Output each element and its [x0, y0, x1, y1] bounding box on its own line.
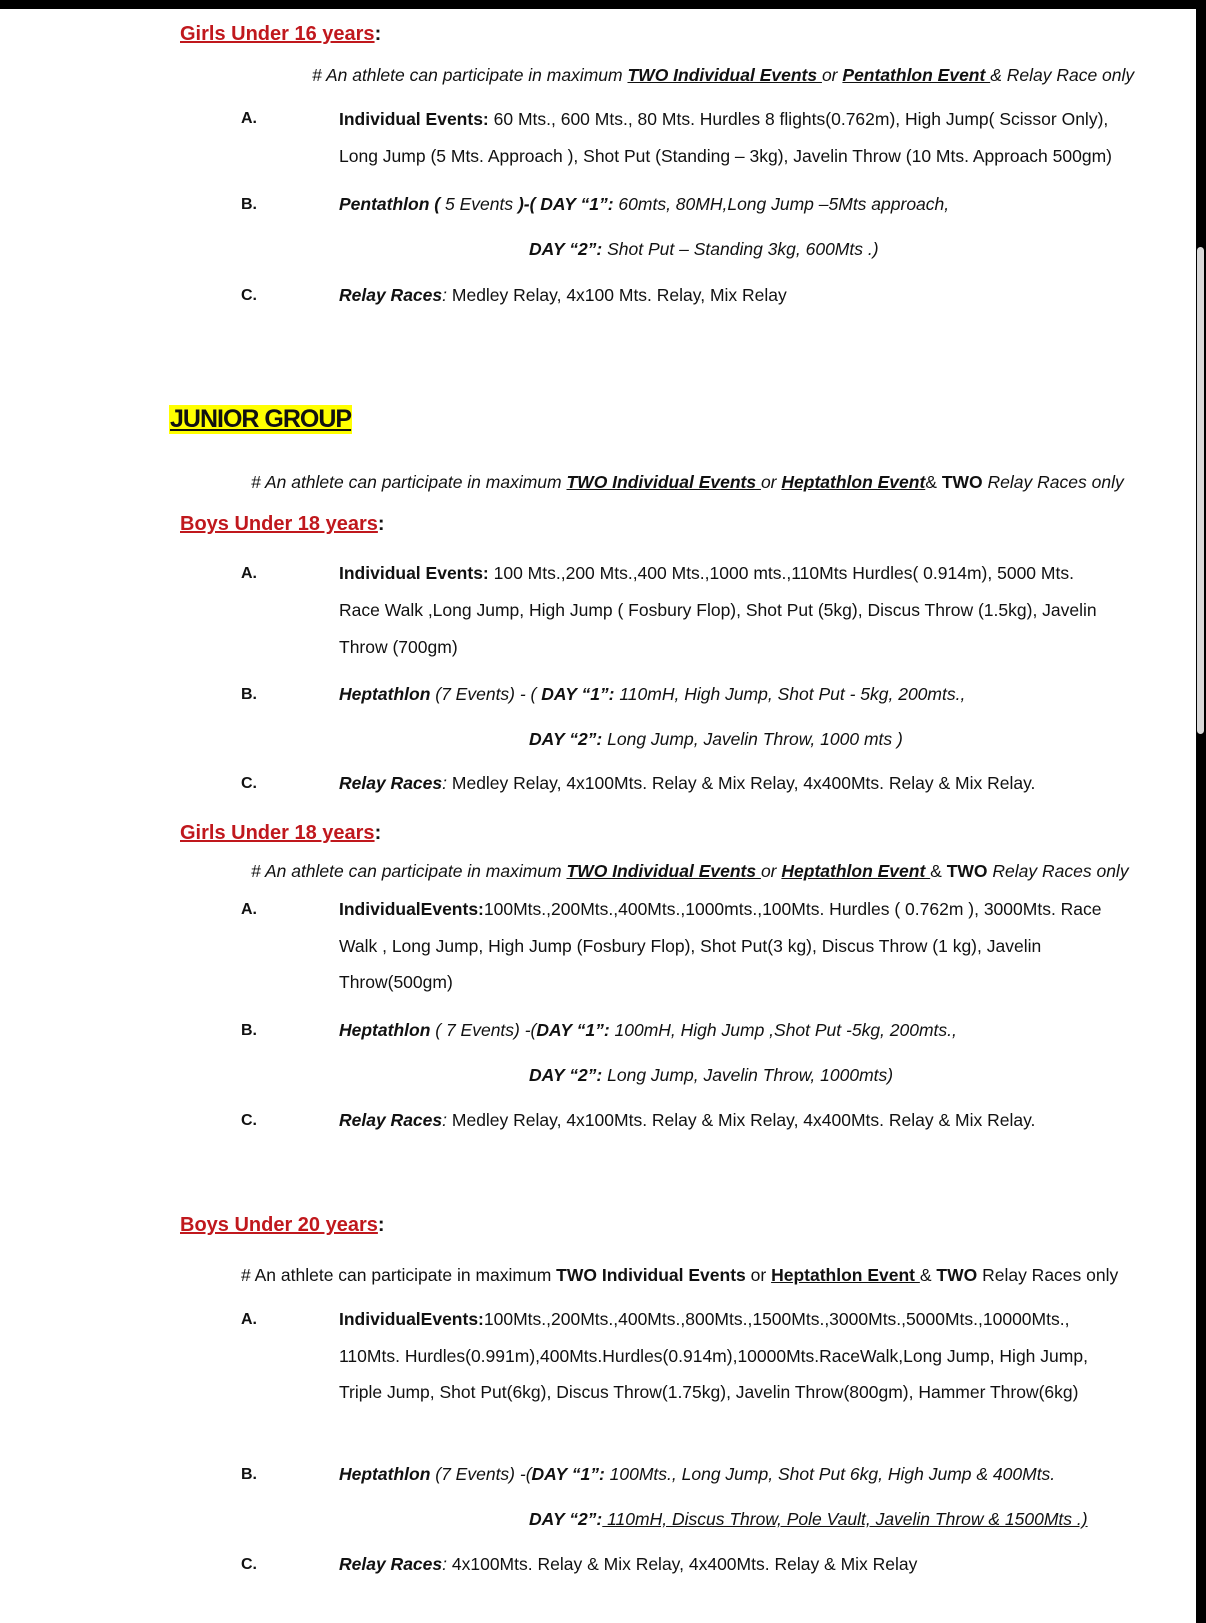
relay-races-line: Relay Races: Medley Relay, 4x100Mts. Relay & Mix Relay, 4x400Mts. Relay & Mix Relay. — [339, 1110, 1036, 1130]
individual-events-line-3: Throw(500gm) — [339, 972, 453, 992]
document-page — [0, 9, 1196, 1623]
individual-events-line-2: Walk , Long Jump, High Jump (Fosbury Flop), Shot Put(3 kg), Discus Throw (1 kg), Javelin — [339, 936, 1042, 956]
individual-events-line-3: Triple Jump, Shot Put(6kg), Discus Throw(1.75kg), Javelin Throw(800gm), Hammer Throw(6kg) — [339, 1382, 1079, 1402]
item-letter-a: A. — [241, 565, 257, 582]
item-letter-c: C. — [241, 287, 257, 304]
item-letter-c: C. — [241, 775, 257, 792]
item-letter-a: A. — [241, 901, 257, 918]
heptathlon-day-2: DAY “2”: Long Jump, Javelin Throw, 1000 mts ) — [529, 729, 903, 749]
individual-events-line-1: IndividualEvents:100Mts.,200Mts.,400Mts.,800Mts.,1500Mts.,3000Mts.,5000Mts.,10000Mts., — [339, 1309, 1070, 1329]
individual-events-line-1: Individual Events: 60 Mts., 600 Mts., 80 Mts. Hurdles 8 flights(0.762m), High Jump( Scissor Only), — [339, 109, 1109, 129]
individual-events-line-2: Race Walk ,Long Jump, High Jump ( Fosbury Flop), Shot Put (5kg), Discus Throw (1.5kg), Javelin — [339, 600, 1097, 620]
individual-events-line-3: Throw (700gm) — [339, 637, 458, 657]
individual-events-line-1: Individual Events: 100 Mts.,200 Mts.,400 Mts.,1000 mts.,110Mts Hurdles( 0.914m), 5000 Mts. — [339, 563, 1074, 583]
item-letter-b: B. — [241, 1466, 257, 1483]
item-letter-b: B. — [241, 196, 257, 213]
note-girls-under-18: # An athlete can participate in maximum TWO Individual Events or Heptathlon Event & TWO Relay Races only — [251, 861, 1129, 881]
note-junior-group: # An athlete can participate in maximum TWO Individual Events or Heptathlon Event& TWO Relay Races only — [251, 472, 1124, 492]
heading-boys-under-18: Boys Under 18 years: — [180, 513, 385, 535]
item-letter-a: A. — [241, 110, 257, 127]
pentathlon-line-1: Pentathlon ( 5 Events )-( DAY “1”: 60mts, 80MH,Long Jump –5Mts approach, — [339, 194, 950, 214]
junior-group-title: JUNIOR GROUP — [170, 405, 352, 433]
heptathlon-day-2: DAY “2”: 110mH, Discus Throw, Pole Vault, Javelin Throw & 1500Mts .) — [529, 1509, 1088, 1529]
relay-races-line: Relay Races: Medley Relay, 4x100 Mts. Relay, Mix Relay — [339, 285, 787, 305]
item-letter-a: A. — [241, 1311, 257, 1328]
individual-events-line-2: Long Jump (5 Mts. Approach ), Shot Put (Standing – 3kg), Javelin Throw (10 Mts. Approach 500gm) — [339, 146, 1112, 166]
heading-girls-under-18: Girls Under 18 years: — [180, 822, 382, 844]
heptathlon-line-1: Heptathlon (7 Events) - ( DAY “1”: 110mH, High Jump, Shot Put - 5kg, 200mts., — [339, 684, 966, 704]
heptathlon-line-1: Heptathlon (7 Events) -(DAY “1”: 100Mts., Long Jump, Shot Put 6kg, High Jump & 400Mts. — [339, 1464, 1056, 1484]
heptathlon-day-2: DAY “2”: Long Jump, Javelin Throw, 1000mts) — [529, 1065, 894, 1085]
scrollbar-thumb[interactable] — [1197, 247, 1204, 734]
individual-events-line-1: IndividualEvents:100Mts.,200Mts.,400Mts.,1000mts.,100Mts. Hurdles ( 0.762m ), 3000Mts. Race — [339, 899, 1102, 919]
individual-events-line-2: 110Mts. Hurdles(0.991m),400Mts.Hurdles(0.914m),10000Mts.RaceWalk,Long Jump, High Jump, — [339, 1346, 1088, 1366]
item-letter-b: B. — [241, 686, 257, 703]
heading-girls-under-16: Girls Under 16 years: — [180, 23, 382, 45]
heading-boys-under-20: Boys Under 20 years: — [180, 1214, 385, 1236]
relay-races-line: Relay Races: 4x100Mts. Relay & Mix Relay, 4x400Mts. Relay & Mix Relay — [339, 1554, 918, 1574]
pentathlon-day-2: DAY “2”: Shot Put – Standing 3kg, 600Mts .) — [529, 239, 879, 259]
note-girls-under-16: # An athlete can participate in maximum TWO Individual Events or Pentathlon Event & Relay Race only — [312, 65, 1135, 85]
note-boys-under-20: # An athlete can participate in maximum TWO Individual Events or Heptathlon Event & TWO Relay Races only — [241, 1265, 1119, 1285]
vertical-scrollbar[interactable] — [1196, 0, 1206, 1623]
relay-races-line: Relay Races: Medley Relay, 4x100Mts. Relay & Mix Relay, 4x400Mts. Relay & Mix Relay. — [339, 773, 1036, 793]
item-letter-c: C. — [241, 1556, 257, 1573]
item-letter-c: C. — [241, 1112, 257, 1129]
item-letter-b: B. — [241, 1022, 257, 1039]
heptathlon-line-1: Heptathlon ( 7 Events) -(DAY “1”: 100mH, High Jump ,Shot Put -5kg, 200mts., — [339, 1020, 957, 1040]
